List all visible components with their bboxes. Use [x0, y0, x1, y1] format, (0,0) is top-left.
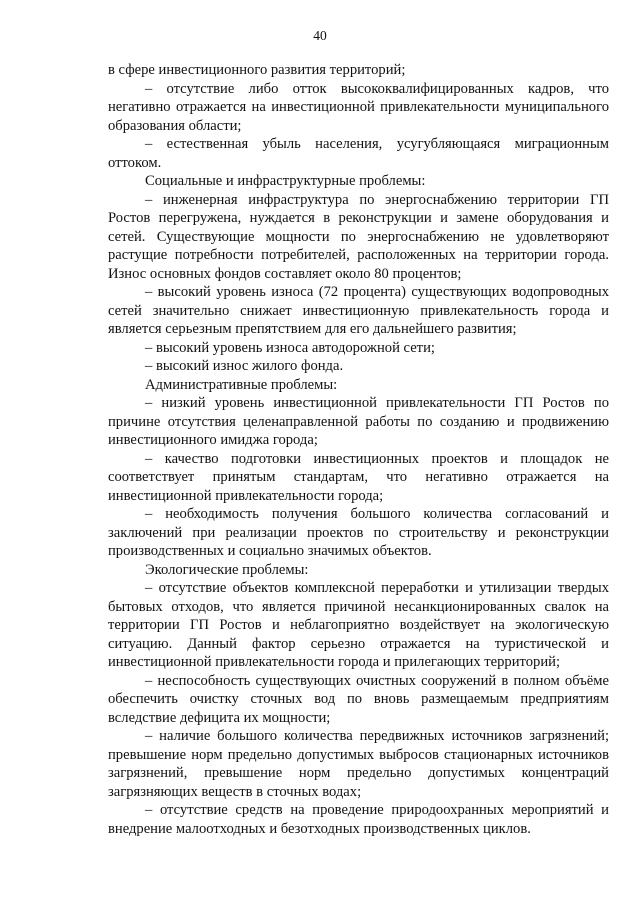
page-number: 40 — [313, 28, 327, 43]
list-item: – естественная убыль населения, усугубляющаяся миграционным оттоком. — [108, 136, 609, 171]
list-item: – наличие большого количества передвижных источников загрязнений; превышение норм предельно допустимых выбросов стационарных источников загрязнений, превышение норм предельно допустимых концентраций загрязняющих веществ в сточных водах; — [108, 728, 609, 800]
list-item: – инженерная инфраструктура по энергоснабжению территории ГП Ростов перегружена, нуждается в реконструкции и замене оборудования и сетей. Существующие мощности по энергоснабжению не удовлетворяют растущие потребности потребителей, расположенных на территории города. Износ основных фондов составляет около 80 процентов; — [108, 191, 609, 282]
list-item: – качество подготовки инвестиционных проектов и площадок не соответствует принятым стандартам, что негативно отражается на инвестиционной привлекательности города; — [108, 450, 609, 504]
list-item: – низкий уровень инвестиционной привлекательности ГП Ростов по причине отсутствия целенаправленной работы по созданию и продвижению инвестиционного имиджа города; — [108, 395, 609, 448]
list-item: – отсутствие средств на проведение природоохранных мероприятий и внедрение малоотходных и безотходных производственных циклов. — [108, 802, 609, 837]
paragraph-continuation: в сфере инвестиционного развития территорий; — [108, 62, 406, 78]
document-body — [108, 61, 609, 838]
section-heading: Экологические проблемы: — [145, 561, 309, 578]
list-item: – высокий уровень износа (72 процента) существующих водопроводных сетей значительно снижает инвестиционную привлекательность города и является серьезным препятствием для его дальнейшего развития; — [108, 284, 609, 337]
list-item: – необходимость получения большого количества согласований и заключений при реализации проектов по строительству и реконструкции производственных и социально значимых объектов. — [108, 506, 609, 559]
list-item: – неспособность существующих очистных сооружений в полном объёме обеспечить очистку сточных вод по вновь размещаемым предприятиям вследствие дефицита их мощности; — [108, 672, 609, 726]
section-heading: Социальные и инфраструктурные проблемы: — [145, 173, 426, 189]
section-heading: Административные проблемы: — [145, 376, 338, 393]
list-item: – высокий износ жилого фонда. — [145, 358, 344, 374]
list-item: – высокий уровень износа автодорожной сети; — [145, 339, 435, 356]
list-item: – отсутствие либо отток высококвалифицированных кадров, что негативно отражается на инвестиционной привлекательности муниципального образования области; — [108, 80, 609, 134]
list-item: – отсутствие объектов комплексной переработки и утилизации твердых бытовых отходов, что является причиной несанкционированных свалок на территории ГП Ростов и неблагоприятно воздействует на экологическую ситуацию. Данный фактор серьезно отражается на туристической и инвестиционной привлекательности города и прилегающих территорий; — [108, 580, 609, 670]
